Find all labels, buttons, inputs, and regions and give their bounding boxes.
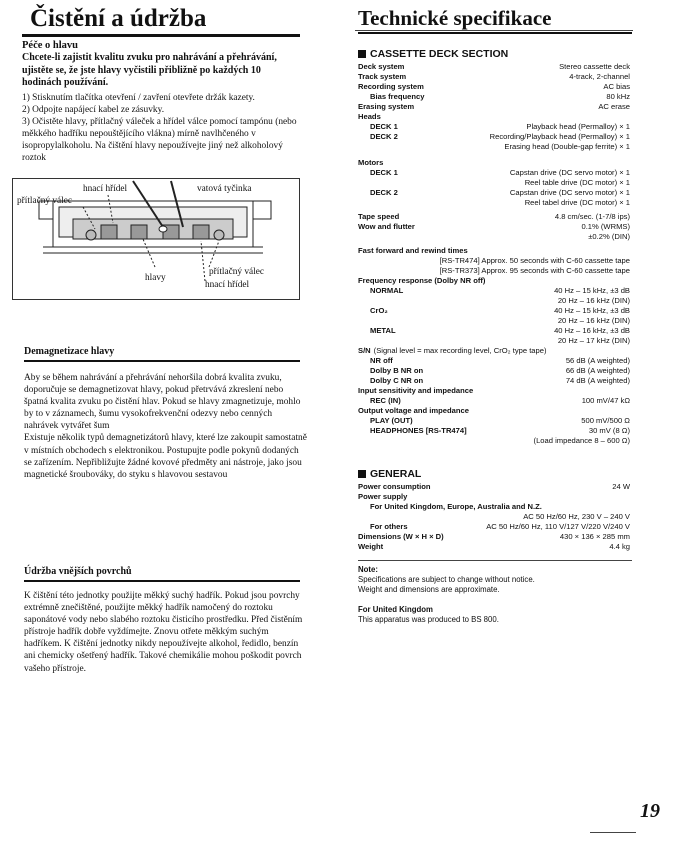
square-bullet-icon [358, 50, 366, 58]
title-underline [355, 30, 633, 31]
spec-erasing-system: Erasing system AC erase [358, 102, 630, 111]
square-bullet-icon [358, 470, 366, 478]
label-capstan-bottom: hnací hřídel [205, 280, 250, 290]
demag-paragraph-2: Existuje několik typů demagnetizátorů hlavy, které lze zakoupit samostatně v místních obchodech s elektronikou. Postupujte podle pokynů dodaných se zařízením. Nepřibližujte žádné kovové předměty ani nástroje, jako jsou magnetické šroubováky, do styku s hlavovou sestavou [24, 433, 307, 480]
spec-heads-deck2: DECK 2 Recording/Playback head (Permalloy) × 1 [370, 132, 630, 141]
outer-care-heading: Údržba vnějších povrchů [24, 566, 300, 582]
demag-paragraph-1: Aby se během nahrávání a přehrávání nehoršila dobrá kvalita zvuku, doporučuje se demagnetizovat hlavy, pokud přetrvává zkreslení nebo špatná kvalita zvuku po čistění hlav. Pokud se hlavy zmagnetizuje, mohlo by to v záznamech, šumu vysokofrekvenční odezvy nebo cenných nahrávek vytvářet šum [24, 373, 301, 432]
spec-motors-deck1-reel: Reel table drive (DC motor) × 1 [524, 178, 630, 187]
spec-heads: Heads [358, 112, 381, 121]
spec-sn: S/N (Signal level = max recording level, CrO₂ type tape) [358, 346, 547, 355]
spec-freq-metal-din: 20 Hz – 17 kHz (DIN) [557, 336, 630, 345]
general-section-title [358, 468, 633, 480]
label-pinch-roller-left: přítlačný válec [17, 196, 72, 206]
spec-sn-nroff: NR off 56 dB (A weighted) [370, 356, 630, 365]
spec-motors-deck2: DECK 2 Capstan drive (DC servo motor) × 1 [370, 188, 630, 197]
spec-deck-system: Deck system Stereo cassette deck [358, 62, 630, 71]
outer-care-paragraph: K čištění této jednotky použijte měkký suchý hadřík. Pokud jsou povrchy extrémně znečištěné, použijte měkký hadřík namočený do roztoku saponátové vody nebo slabého roztoku čisticího prostředku. Před čistěním přístroje hadřík dobře vyždímejte. Znovu otřete měkkým suchým hadříkem. K čištění jednotky nikdy nepoužívejte alkohol, ředidlo, benzín ani chemicky ošetřený hadřík. Takové chemikálie mohou poškodit povrch vašeho přístroje. [24, 591, 303, 674]
step-3: 3) Očistěte hlavy, přítlačný váleček a hřídel válce pomocí tampónu (nebo měkkého hadříku nepouštějícího vlákna) mírně navlhčeného v isopropylalkoholu. Na čištění hlavy nepoužívejte jiný než alkoholový roztok [22, 116, 297, 164]
label-cotton-swab: vatová tyčinka [197, 184, 252, 194]
footer-rule [590, 832, 636, 833]
spec-play-out: PLAY (OUT) 500 mV/500 Ω [370, 416, 630, 425]
spec-output-voltage: Output voltage and impedance [358, 406, 469, 415]
demag-section [24, 346, 308, 481]
spec-bias-frequency: Bias frequency 80 kHz [370, 92, 630, 101]
spec-wow-flutter: Wow and flutter 0.1% (WRMS) [358, 222, 630, 231]
page-number: 19 [640, 800, 660, 822]
outer-care-section [24, 566, 308, 675]
spec-rec-in: REC (IN) 100 mV/47 kΩ [370, 396, 630, 405]
page-title-cleaning: Čistění a údržba [22, 4, 300, 37]
label-pinch-roller-right: přítlačný válec [209, 267, 264, 277]
spec-load-impedance: (Load impedance 8 – 600 Ω) [533, 436, 630, 445]
spec-motors-deck1: DECK 1 Capstan drive (DC servo motor) × 1 [370, 168, 630, 177]
spec-freq-cro2-din: 20 Hz – 16 kHz (DIN) [557, 316, 630, 325]
spec-power-uk: For United Kingdom, Europe, Australia and N.Z. [370, 502, 542, 511]
spec-ff-rewind: Fast forward and rewind times [358, 246, 468, 255]
spec-sn-dolbyb: Dolby B NR on 66 dB (A weighted) [370, 366, 630, 375]
spec-power-supply: Power supply [358, 492, 408, 501]
page-title-specs: Technické specifikace [358, 4, 632, 34]
cassette-section-title [358, 48, 633, 60]
spec-freq-cro2: CrO₂ 40 Hz – 15 kHz, ±3 dB [370, 306, 630, 315]
spec-power-consumption: Power consumption 24 W [358, 482, 630, 491]
spec-ff-rewind-373: [RS-TR373] Approx. 95 seconds with C-60 cassette tape [439, 266, 630, 275]
spec-motors: Motors [358, 158, 384, 167]
note-line-1: Specifications are subject to change without notice. [358, 575, 535, 584]
spec-power-uk-value: AC 50 Hz/60 Hz, 230 V – 240 V [523, 512, 630, 521]
head-cleaning-diagram [12, 178, 300, 300]
spec-heads-deck1: DECK 1 Playback head (Permalloy) × 1 [370, 122, 630, 131]
step-2: 2) Odpojte napájecí kabel ze zásuvky. [22, 104, 165, 115]
head-care-intro: Chcete-li zajistit kvalitu zvuku pro nahrávání a přehrávání, ujistěte se, že jste hlavy vyčistili přibližně po každých 10 hodinách používání. [22, 52, 277, 89]
spec-sn-dolbyc: Dolby C NR on 74 dB (A weighted) [370, 376, 630, 385]
spec-track-system: Track system 4-track, 2-channel [358, 72, 630, 81]
spec-tape-speed: Tape speed 4.8 cm/sec. (1-7/8 ips) [358, 212, 630, 221]
uk-statement: This apparatus was produced to BS 800. [358, 615, 499, 624]
spec-dimensions: Dimensions (W × H × D) 430 × 136 × 285 mm [358, 532, 630, 541]
spec-heads-deck2-erase: Erasing head (Double-gap ferrite) × 1 [504, 142, 630, 151]
uk-heading: For United Kingdom [358, 605, 433, 614]
spec-power-others: For others AC 50 Hz/60 Hz, 110 V/127 V/220 V/240 V [370, 522, 630, 531]
note-heading: Note: [358, 565, 378, 574]
left-column [22, 4, 312, 164]
demag-heading: Demagnetizace hlavy [24, 346, 300, 362]
spec-freq-normal-din: 20 Hz – 16 kHz (DIN) [557, 296, 630, 305]
spec-motors-deck2-reel: Reel tabel drive (DC motor) × 1 [524, 198, 630, 207]
label-capstan-top: hnací hřídel [83, 184, 128, 194]
spec-wow-flutter-din: ±0.2% (DIN) [588, 232, 630, 241]
spec-weight: Weight 4.4 kg [358, 542, 630, 551]
spec-frequency-response: Frequency response (Dolby NR off) [358, 276, 486, 285]
cassette-section-label: CASSETTE DECK SECTION [370, 48, 509, 60]
right-column [358, 4, 633, 625]
spec-freq-normal: NORMAL 40 Hz – 15 kHz, ±3 dB [370, 286, 630, 295]
spec-freq-metal: METAL 40 Hz – 16 kHz, ±3 dB [370, 326, 630, 335]
note-line-2: Weight and dimensions are approximate. [358, 585, 500, 594]
spec-recording-system: Recording system AC bias [358, 82, 630, 91]
head-care-heading: Péče o hlavu [22, 40, 78, 51]
step-1: 1) Stisknutím tlačítka otevření / zavření otevřete držák kazety. [22, 92, 255, 103]
spec-ff-rewind-474: [RS-TR474] Approx. 50 seconds with C-60 cassette tape [439, 256, 630, 265]
label-heads: hlavy [145, 273, 166, 283]
general-section-label: GENERAL [370, 468, 422, 480]
spec-headphones: HEADPHONES [RS-TR474] 30 mV (8 Ω) [370, 426, 630, 435]
spec-input-sensitivity: Input sensitivity and impedance [358, 386, 474, 395]
